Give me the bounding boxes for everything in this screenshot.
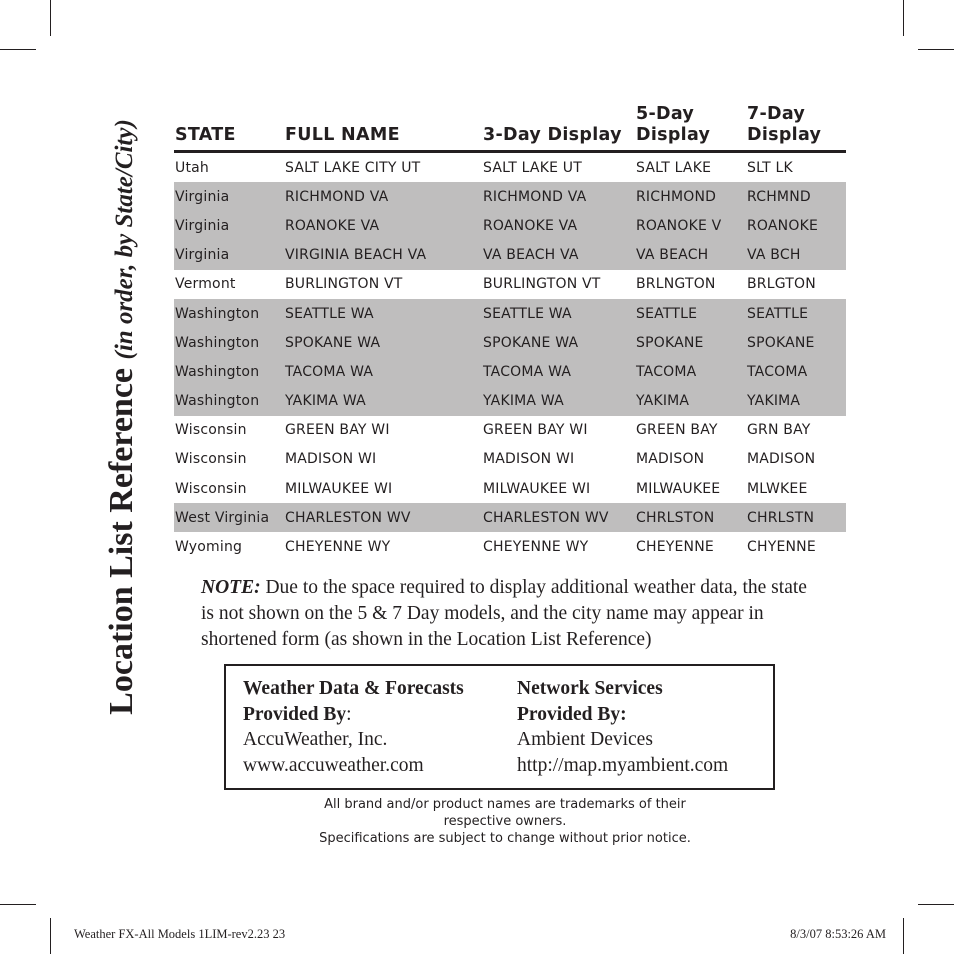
seven-day-cell: ROANOKE: [746, 211, 846, 240]
five-day-cell: BRLNGTON: [635, 270, 746, 299]
header-7-day-display: 7-Day Display: [746, 104, 846, 152]
note-text: Due to the space required to display additional weather data, the state is not shown on the 5 & 7 Day models, and the city name may appear in shortened form (as shown in the Location List Reference): [201, 577, 807, 650]
five-day-cell: CHRLSTON: [635, 503, 746, 532]
state-cell: Washington: [174, 387, 284, 416]
state-cell: West Virginia: [174, 503, 284, 532]
network-services-provided-by: Provided By:: [517, 703, 627, 725]
three-day-cell: CHARLESTON WV: [482, 503, 635, 532]
five-day-cell: GREEN BAY: [635, 416, 746, 445]
state-cell: Utah: [174, 152, 284, 183]
seven-day-cell: MLWKEE: [746, 474, 846, 503]
full-name-cell: MILWAUKEE WI: [284, 474, 482, 503]
crop-mark-bottom-right-h: [918, 904, 954, 905]
three-day-cell: CHEYENNE WY: [482, 532, 635, 561]
header-3-day-display: 3-Day Display: [482, 104, 635, 152]
seven-day-cell: TACOMA: [746, 357, 846, 386]
five-day-cell: SALT LAKE: [635, 152, 746, 183]
full-name-cell: GREEN BAY WI: [284, 416, 482, 445]
full-name-cell: BURLINGTON VT: [284, 270, 482, 299]
state-cell: Wyoming: [174, 532, 284, 561]
page-title-main: Location List Reference: [103, 359, 140, 715]
five-day-cell: MILWAUKEE: [635, 474, 746, 503]
network-services-url: http://map.myambient.com: [517, 754, 729, 776]
five-day-cell: CHEYENNE: [635, 532, 746, 561]
table-row: [174, 328, 846, 357]
table-row: [174, 416, 846, 445]
state-cell: Washington: [174, 299, 284, 328]
seven-day-cell: RCHMND: [746, 182, 846, 211]
three-day-cell: ROANOKE VA: [482, 211, 635, 240]
state-cell: Virginia: [174, 182, 284, 211]
crop-mark-bottom-right: [903, 918, 904, 954]
seven-day-cell: MADISON: [746, 445, 846, 474]
weather-data-heading: Weather Data & Forecasts: [243, 678, 464, 699]
table-row: [174, 445, 846, 474]
seven-day-cell: BRLGTON: [746, 270, 846, 299]
three-day-cell: SALT LAKE UT: [482, 152, 635, 183]
seven-day-cell: SEATTLE: [746, 299, 846, 328]
table-row: [174, 299, 846, 328]
full-name-cell: SPOKANE WA: [284, 328, 482, 357]
note-label: NOTE:: [201, 577, 261, 598]
five-day-cell: YAKIMA: [635, 387, 746, 416]
five-day-cell: ROANOKE V: [635, 211, 746, 240]
disclaimer-line-3: Specifications are subject to change without prior notice.: [319, 831, 691, 846]
full-name-cell: SALT LAKE CITY UT: [284, 152, 482, 183]
seven-day-cell: VA BCH: [746, 241, 846, 270]
crop-mark-top-right: [903, 0, 904, 36]
table-row: [174, 357, 846, 386]
five-day-cell: MADISON: [635, 445, 746, 474]
three-day-cell: VA BEACH VA: [482, 241, 635, 270]
seven-day-cell: GRN BAY: [746, 416, 846, 445]
weather-data-company: AccuWeather, Inc.: [243, 729, 388, 750]
state-cell: Wisconsin: [174, 474, 284, 503]
page-title-subtitle: (in order, by State/City): [111, 119, 138, 360]
full-name-cell: YAKIMA WA: [284, 387, 482, 416]
three-day-cell: BURLINGTON VT: [482, 270, 635, 299]
weather-data-provided-by: [243, 702, 464, 728]
state-cell: Vermont: [174, 270, 284, 299]
state-cell: Washington: [174, 357, 284, 386]
network-services-company: Ambient Devices: [517, 729, 653, 750]
weather-data-credit: [243, 676, 464, 778]
full-name-cell: CHARLESTON WV: [284, 503, 482, 532]
credits-box: [224, 664, 775, 790]
weather-data-provided-by-label: Provided By: [243, 703, 347, 725]
network-services-heading: Network Services: [517, 678, 663, 699]
three-day-cell: YAKIMA WA: [482, 387, 635, 416]
table-body: [174, 152, 846, 562]
seven-day-cell: SLT LK: [746, 152, 846, 183]
three-day-cell: MADISON WI: [482, 445, 635, 474]
crop-mark-bottom-left-h: [0, 904, 36, 905]
five-day-cell: RICHMOND: [635, 182, 746, 211]
table-row: [174, 241, 846, 270]
three-day-cell: SEATTLE WA: [482, 299, 635, 328]
table-row: [174, 270, 846, 299]
full-name-cell: TACOMA WA: [284, 357, 482, 386]
state-cell: Virginia: [174, 241, 284, 270]
header-full-name: FULL NAME: [284, 104, 482, 152]
full-name-cell: ROANOKE VA: [284, 211, 482, 240]
disclaimer: [274, 796, 736, 847]
state-cell: Wisconsin: [174, 445, 284, 474]
five-day-cell: SEATTLE: [635, 299, 746, 328]
table-row: [174, 532, 846, 561]
three-day-cell: MILWAUKEE WI: [482, 474, 635, 503]
seven-day-cell: CHYENNE: [746, 532, 846, 561]
crop-mark-top-right-h: [918, 49, 954, 50]
full-name-cell: MADISON WI: [284, 445, 482, 474]
table-header-row: [174, 104, 846, 152]
weather-data-url: www.accuweather.com: [243, 754, 424, 776]
three-day-cell: SPOKANE WA: [482, 328, 635, 357]
full-name-cell: CHEYENNE WY: [284, 532, 482, 561]
location-table: [174, 104, 846, 562]
state-cell: Wisconsin: [174, 416, 284, 445]
crop-mark-top-left: [50, 0, 51, 36]
note-paragraph: [201, 575, 821, 653]
three-day-cell: RICHMOND VA: [482, 182, 635, 211]
five-day-cell: VA BEACH: [635, 241, 746, 270]
table-row: [174, 474, 846, 503]
full-name-cell: VIRGINIA BEACH VA: [284, 241, 482, 270]
table-row: [174, 503, 846, 532]
header-5-day-display: 5-Day Display: [635, 104, 746, 152]
table-row: [174, 152, 846, 183]
seven-day-cell: CHRLSTN: [746, 503, 846, 532]
seven-day-cell: YAKIMA: [746, 387, 846, 416]
print-slug-left: Weather FX-All Models 1LIM-rev2.23 23: [74, 927, 286, 941]
print-slug-right: 8/3/07 8:53:26 AM: [790, 927, 886, 941]
page-title: [103, 119, 141, 715]
network-services-credit: [517, 676, 728, 778]
weather-data-colon: :: [346, 703, 352, 725]
disclaimer-line-2: respective owners.: [443, 814, 567, 829]
header-state: STATE: [174, 104, 284, 152]
crop-mark-bottom-left: [50, 918, 51, 954]
state-cell: Washington: [174, 328, 284, 357]
state-cell: Virginia: [174, 211, 284, 240]
three-day-cell: TACOMA WA: [482, 357, 635, 386]
full-name-cell: RICHMOND VA: [284, 182, 482, 211]
table-row: [174, 211, 846, 240]
five-day-cell: TACOMA: [635, 357, 746, 386]
table-row: [174, 182, 846, 211]
seven-day-cell: SPOKANE: [746, 328, 846, 357]
disclaimer-line-1: All brand and/or product names are trademarks of their: [324, 797, 686, 812]
full-name-cell: SEATTLE WA: [284, 299, 482, 328]
table-row: [174, 387, 846, 416]
three-day-cell: GREEN BAY WI: [482, 416, 635, 445]
crop-mark-top-left-h: [0, 49, 36, 50]
five-day-cell: SPOKANE: [635, 328, 746, 357]
